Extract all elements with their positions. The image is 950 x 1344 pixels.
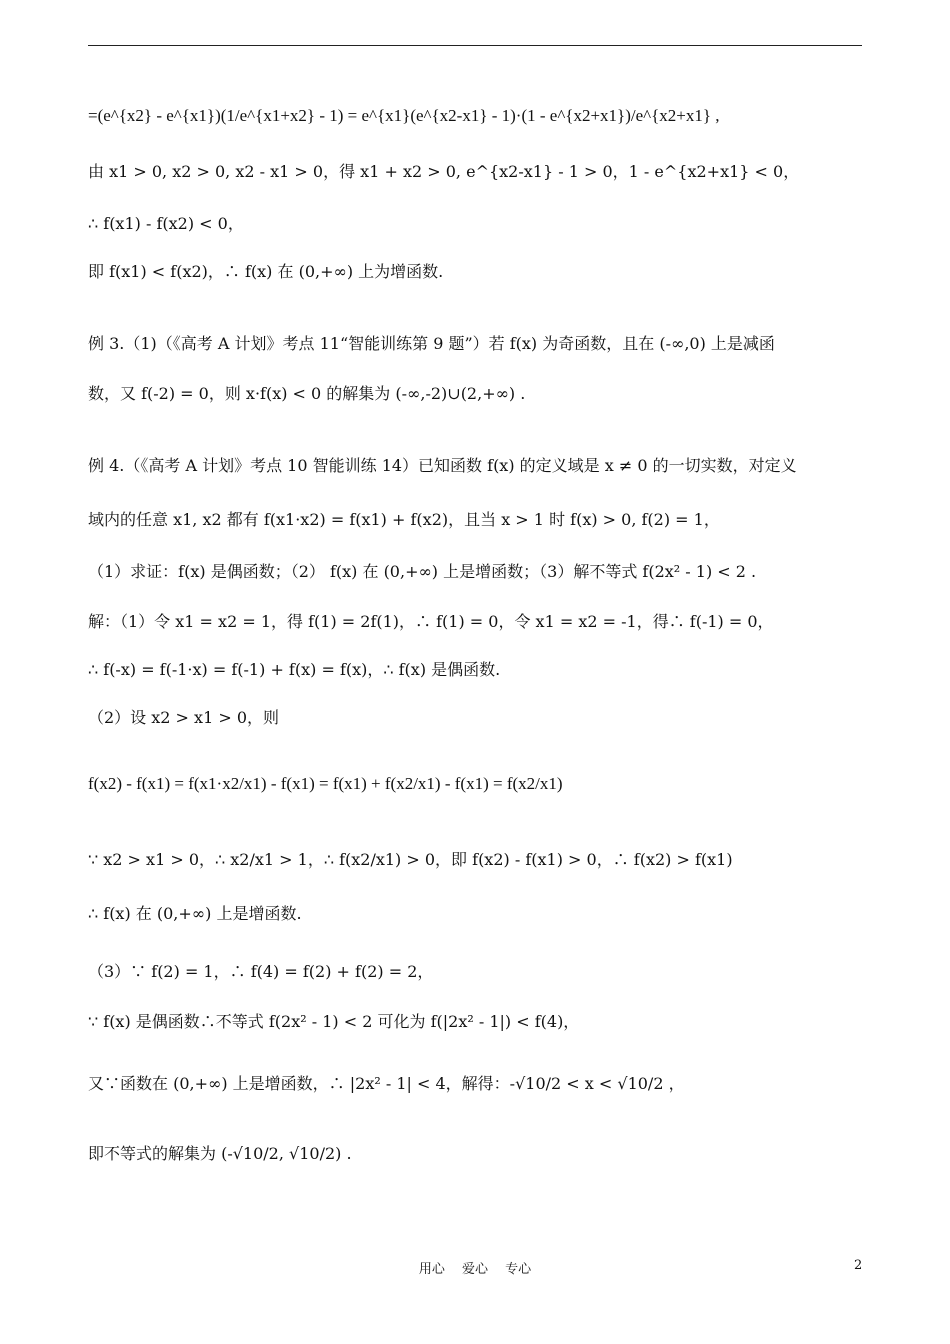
text-line-18: 又∵函数在 (0,+∞) 上是增函数，∴ |2x² - 1| < 4，解得：-√10/2 < x < √10/2 ， <box>88 1074 685 1093</box>
text-line-6: 数，又 f(-2) = 0，则 x·f(x) < 0 的解集为 (-∞,-2)∪(2,+∞) . <box>88 384 526 403</box>
text-line-12: （2）设 x2 > x1 > 0，则 <box>88 708 280 727</box>
text-line-14: ∵ x2 > x1 > 0，∴ x2/x1 > 1，∴ f(x2/x1) > 0，即 f(x2) - f(x1) > 0，∴ f(x2) > f(x1) <box>88 850 733 869</box>
header-rule <box>88 45 862 46</box>
text-line-4: 即 f(x1) < f(x2)，∴ f(x) 在 (0,+∞) 上为增函数. <box>88 262 444 281</box>
text-line-13: f(x2) - f(x1) = f(x1·x2/x1) - f(x1) = f(x1) + f(x2/x1) - f(x1) = f(x2/x1) <box>88 774 563 793</box>
text-line-7: 例 4.（《高考 A 计划》考点 10 智能训练 14）已知函数 f(x) 的定义域是 x ≠ 0 的一切实数，对定义 <box>88 456 797 475</box>
text-line-16: （3）∵ f(2) = 1，∴ f(4) = f(2) + f(2) = 2， <box>88 962 434 981</box>
text-line-19: 即不等式的解集为 (-√10/2, √10/2) . <box>88 1144 352 1163</box>
text-line-11: ∴ f(-x) = f(-1·x) = f(-1) + f(x) = f(x)，∴ f(x) 是偶函数. <box>88 660 501 679</box>
text-line-8: 域内的任意 x1, x2 都有 f(x1·x2) = f(x1) + f(x2)，且当 x > 1 时 f(x) > 0, f(2) = 1， <box>88 510 720 529</box>
text-line-5: 例 3.（1)（《高考 A 计划》考点 11“智能训练第 9 题”）若 f(x) 为奇函数，且在 (-∞,0) 上是减函 <box>88 334 775 353</box>
text-line-15: ∴ f(x) 在 (0,+∞) 上是增函数. <box>88 904 302 923</box>
text-line-10: 解：（1）令 x1 = x2 = 1，得 f(1) = 2f(1)，∴ f(1) = 0，令 x1 = x2 = -1，得∴ f(-1) = 0， <box>88 612 774 631</box>
text-line-17: ∵ f(x) 是偶函数∴不等式 f(2x² - 1) < 2 可化为 f(|2x² - 1|) < f(4)， <box>88 1012 580 1031</box>
footer-text: 用心 爱心 专心 <box>418 1262 532 1277</box>
text-line-1: =(e^{x2} - e^{x1})(1/e^{x1+x2} - 1) = e^{x1}(e^{x2-x1} - 1)·(1 - e^{x2+x1})/e^{x2+x1} , <box>88 106 720 125</box>
text-line-3: ∴ f(x1) - f(x2) < 0， <box>88 214 244 233</box>
text-line-9: （1）求证：f(x) 是偶函数；（2） f(x) 在 (0,+∞) 上是增函数；（3）解不等式 f(2x² - 1) < 2 . <box>88 562 757 581</box>
page-number: 2 <box>854 1258 863 1273</box>
text-line-2: 由 x1 > 0, x2 > 0, x2 - x1 > 0，得 x1 + x2 > 0, e^{x2-x1} - 1 > 0，1 - e^{x2+x1} < 0， <box>88 162 800 181</box>
